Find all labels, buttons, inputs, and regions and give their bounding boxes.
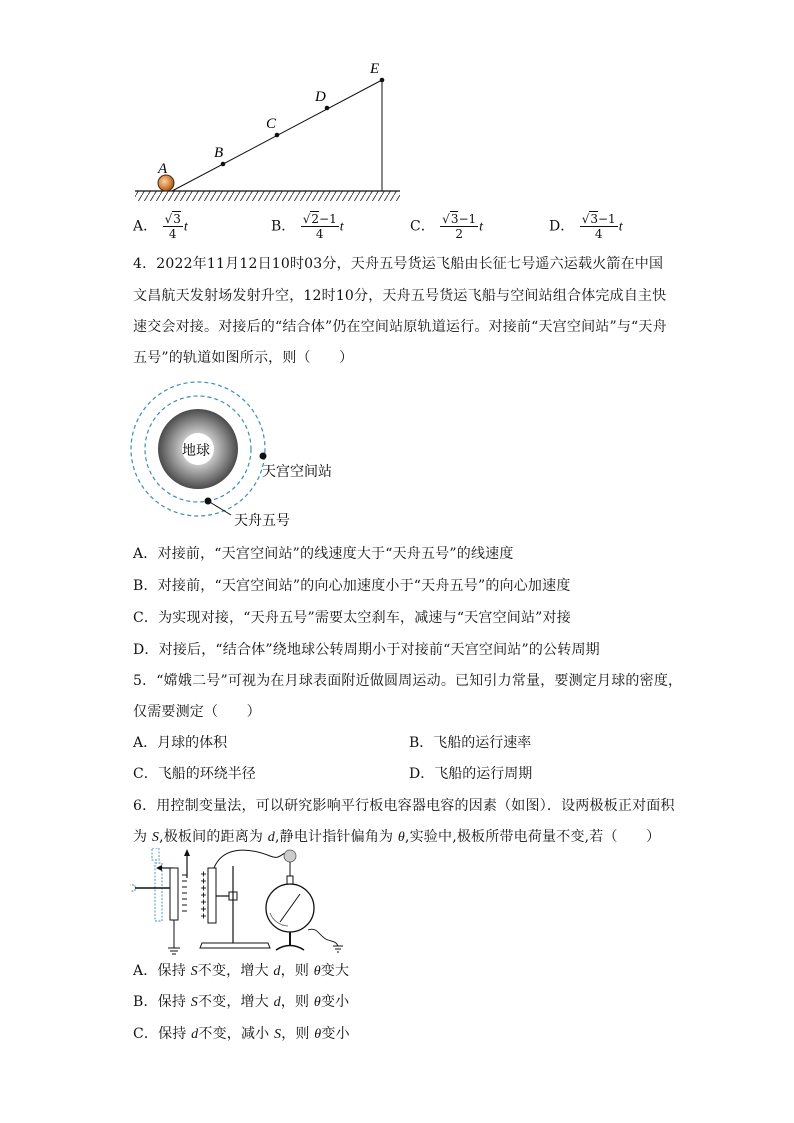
fraction: $\frac{√3}{4}$ — [164, 212, 181, 241]
q5-option-b[interactable]: B．飞船的运行速率 — [409, 735, 532, 751]
q6-option-a[interactable]: A．保持 S不变，增大 d，则 θ变大 — [133, 963, 350, 979]
capacitor-figure — [130, 848, 355, 958]
q3-option-a[interactable]: A． $\frac{√3}{4}$ t — [133, 212, 188, 241]
q6-stem-line-2: 为 S,极板间的距离为 d,静电计指针偏角为 θ,实验中,极板所带电荷量不变,若（ ） — [133, 829, 661, 845]
orbit-figure — [125, 375, 355, 535]
label-b: B — [214, 145, 224, 161]
q4-option-a[interactable]: A．对接前，“天宫空间站”的线速度大于“天舟五号”的线速度 — [133, 546, 514, 562]
label-a: A — [158, 161, 168, 177]
q3-option-c[interactable]: C． $\frac{√3-1}{2}$ t — [410, 212, 484, 241]
incline-figure — [130, 55, 405, 210]
q3-option-d[interactable]: D． $\frac{√3-1}{4}$ t — [549, 212, 623, 241]
q5-option-c[interactable]: C．飞船的环绕半径 — [133, 766, 256, 782]
q4-stem-line-3: 速交会对接。对接后的“结合体”仍在空间站原轨道运行。对接前“天宫空间站”与“天舟 — [133, 319, 667, 335]
q5-stem-line-2: 仅需要测定（ ） — [133, 704, 261, 720]
earth-label: 地球 — [182, 444, 210, 459]
station-dot — [260, 453, 267, 460]
fraction: $\frac{√3-1}{2}$ — [442, 212, 477, 241]
q4-stem-line-1: 4．2022年11月12日10时03分，天舟五号货运飞船由长征七号遥六运载火箭在中国 — [133, 256, 664, 272]
q4-stem-line-2: 文昌航天发射场发射升空，12时10分，天舟五号货运飞船与空间站组合体完成自主快 — [133, 288, 667, 304]
ship-label: 天舟五号 — [234, 514, 290, 529]
q5-stem-line-1: 5．“嫦娥二号”可视为在月球表面附近做圆周运动。已知引力常量，要测定月球的密度， — [133, 673, 683, 689]
q5-option-a[interactable]: A．月球的体积 — [133, 735, 228, 751]
label-c: C — [266, 116, 277, 132]
label-d: D — [315, 89, 326, 105]
station-label: 天宫空间站 — [262, 465, 332, 480]
q4-option-d[interactable]: D．对接后，“结合体”绕地球公转周期小于对接前“天宫空间站”的公转周期 — [133, 642, 600, 658]
q4-stem-line-4: 五号”的轨道如图所示，则（ ） — [133, 350, 354, 366]
q6-option-b[interactable]: B．保持 S不变，增大 d，则 θ变小 — [133, 994, 350, 1010]
q4-option-c[interactable]: C．为实现对接，“天舟五号”需要太空刹车，减速与“天宫空间站”对接 — [133, 610, 571, 626]
q3-option-b[interactable]: B． $\frac{√2-1}{4}$ t — [271, 212, 344, 241]
fraction: $\frac{√2-1}{4}$ — [302, 212, 337, 241]
label-e: E — [370, 61, 380, 77]
fraction: $\frac{√3-1}{4}$ — [581, 212, 616, 241]
q4-option-b[interactable]: B．对接前，“天宫空间站”的向心加速度小于“天舟五号”的向心加速度 — [133, 578, 571, 594]
q6-stem-line-1: 6．用控制变量法，可以研究影响平行板电容器电容的因素（如图）．设两极板正对面积 — [133, 798, 675, 814]
q5-option-d[interactable]: D．飞船的运行周期 — [409, 766, 533, 782]
q6-option-c[interactable]: C．保持 d不变，减小 S，则 θ变小 — [133, 1026, 350, 1042]
